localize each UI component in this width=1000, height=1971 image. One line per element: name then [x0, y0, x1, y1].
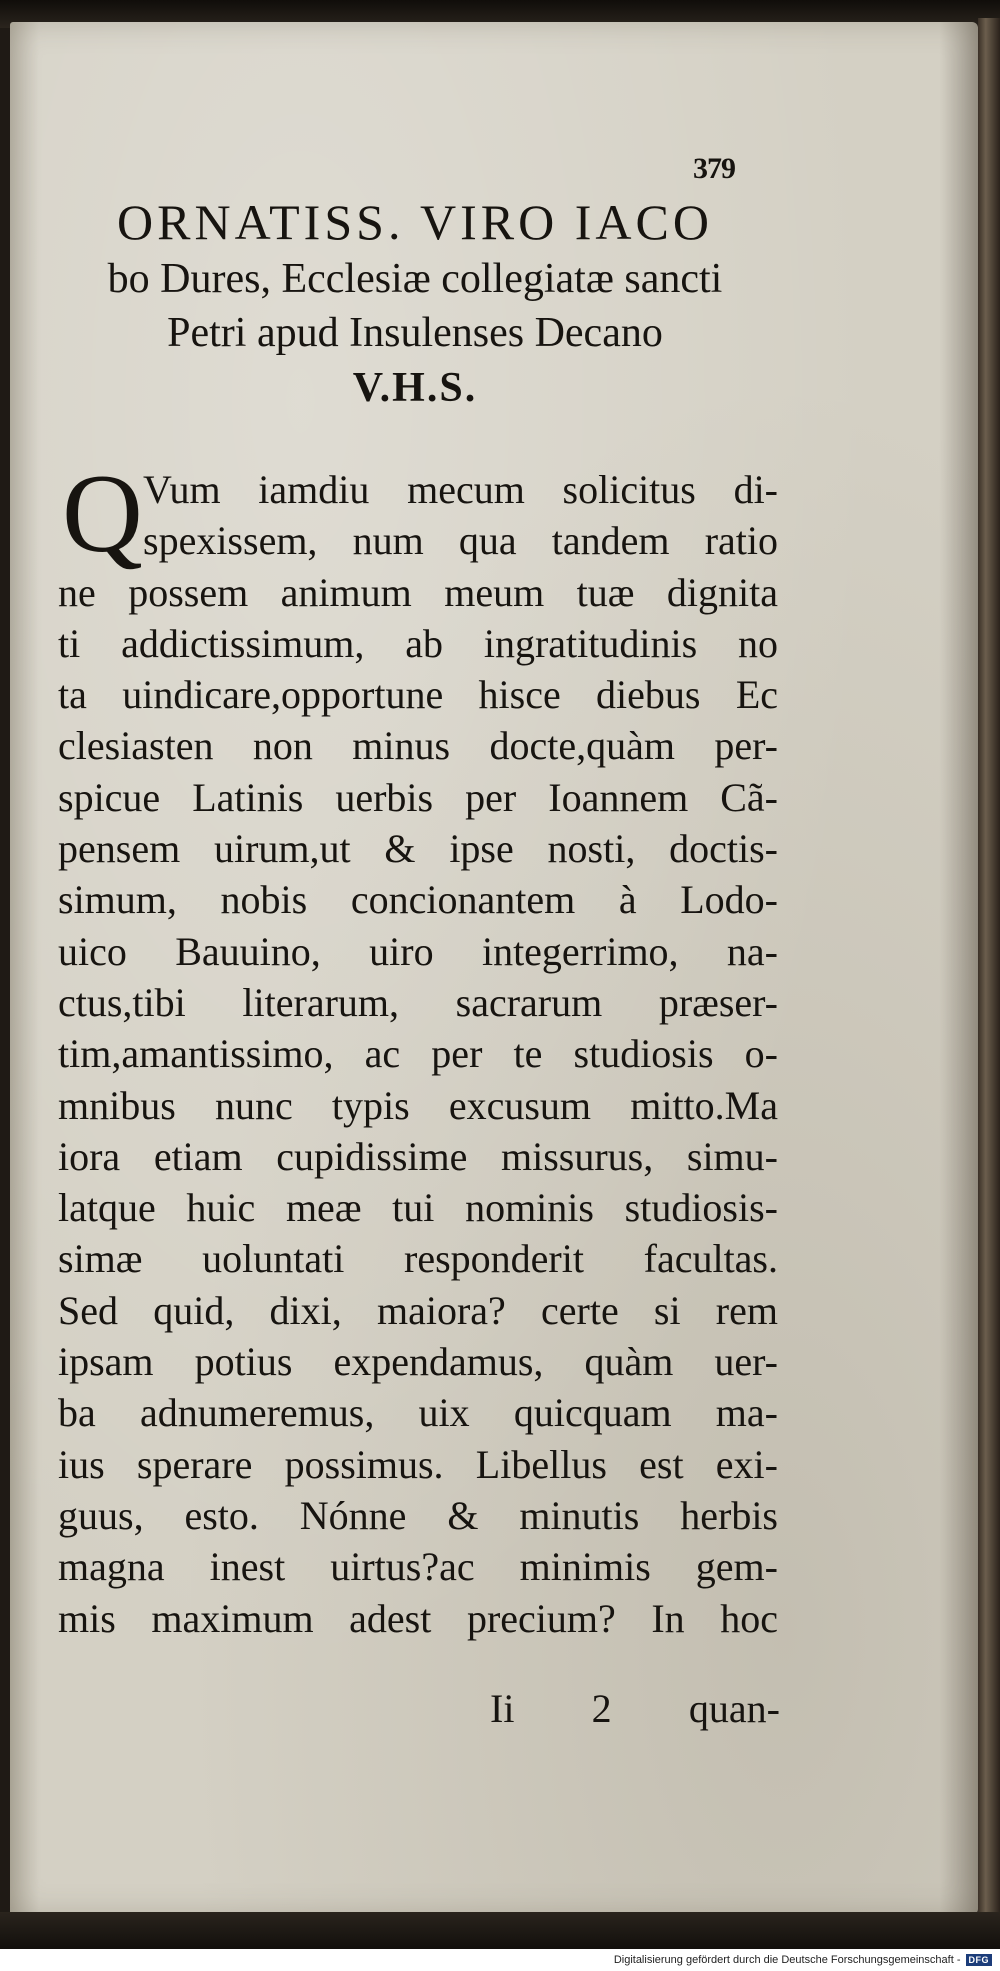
text-line: latque huic meæ tui nominis studiosis-: [58, 1185, 778, 1231]
text-line: ba adnumeremus, uix quicquam ma-: [58, 1390, 778, 1436]
book-page: [10, 22, 978, 1915]
text-line: simæ uoluntati responderit facultas.: [58, 1236, 778, 1282]
text-line: tim,amantissimo, ac per te studiosis o-: [58, 1031, 778, 1077]
text-line: iora etiam cupidissime missurus, simu-: [58, 1133, 778, 1179]
dedication-heading: [50, 192, 780, 416]
text-line: ius sperare possimus. Libellus est exi-: [58, 1441, 778, 1487]
text-line: ne possem animum meum tuæ dignita: [58, 569, 778, 615]
digitization-footer: [0, 1949, 1000, 1971]
text-line: clesiasten non minus docte,quàm per-: [58, 723, 778, 769]
text-line: pensem uirum,ut & ipse nosti, doctis-: [58, 826, 778, 872]
text-line: mis maximum adest precium? In hoc: [58, 1595, 778, 1641]
heading-line: bo Dures, Ecclesiæ collegiatæ sancti: [107, 256, 723, 302]
heading-line: ORNATISS. VIRO IACO: [117, 194, 713, 250]
text-line: magna inest uirtus?ac minimis gem-: [58, 1544, 778, 1590]
text-line: uico Bauuino, uiro integerrimo, na-: [58, 928, 778, 974]
catchword: quan-: [688, 1686, 780, 1731]
text-line: Vum iamdiu mecum solicitus di-: [143, 467, 778, 512]
text-line: simum, nobis concionantem à Lodo-: [58, 877, 778, 923]
text-line: spicue Latinis uerbis per Ioannem Cã-: [58, 774, 778, 820]
text-line: spexissem, num qua tandem ratio: [143, 518, 778, 564]
text-line: mnibus nunc typis excusum mitto.Ma: [58, 1082, 778, 1128]
catchword-line: [490, 1684, 780, 1734]
text-line: ctus,tibi literarum, sacrarum præser-: [58, 979, 778, 1025]
letter-body: [58, 452, 778, 1644]
signature-number: 2: [591, 1686, 612, 1731]
text-line: ta uindicare,opportune hisce diebus Ec: [58, 672, 778, 718]
dfg-logo: DFG: [966, 1954, 993, 1966]
signature-mark: Ii: [490, 1686, 515, 1731]
text-line: ti addictissimum, ab ingratitudinis no: [58, 620, 778, 666]
heading-line: V.H.S.: [352, 365, 478, 411]
page-number: 379: [693, 152, 735, 185]
book-edge: [978, 18, 1000, 1918]
scan-bottom-border: [0, 1912, 1000, 1949]
funding-credit: Digitalisierung gefördert durch die Deutsche Forschungsgemeinschaft -: [613, 1954, 961, 1966]
text-line: guus, esto. Nónne & minutis herbis: [58, 1492, 778, 1538]
drop-cap: Q: [62, 452, 143, 576]
text-line: ipsam potius expendamus, quàm uer-: [58, 1339, 778, 1385]
text-line: Sed quid, dixi, maiora? certe si rem: [58, 1287, 778, 1333]
heading-line: Petri apud Insulenses Decano: [167, 310, 663, 356]
